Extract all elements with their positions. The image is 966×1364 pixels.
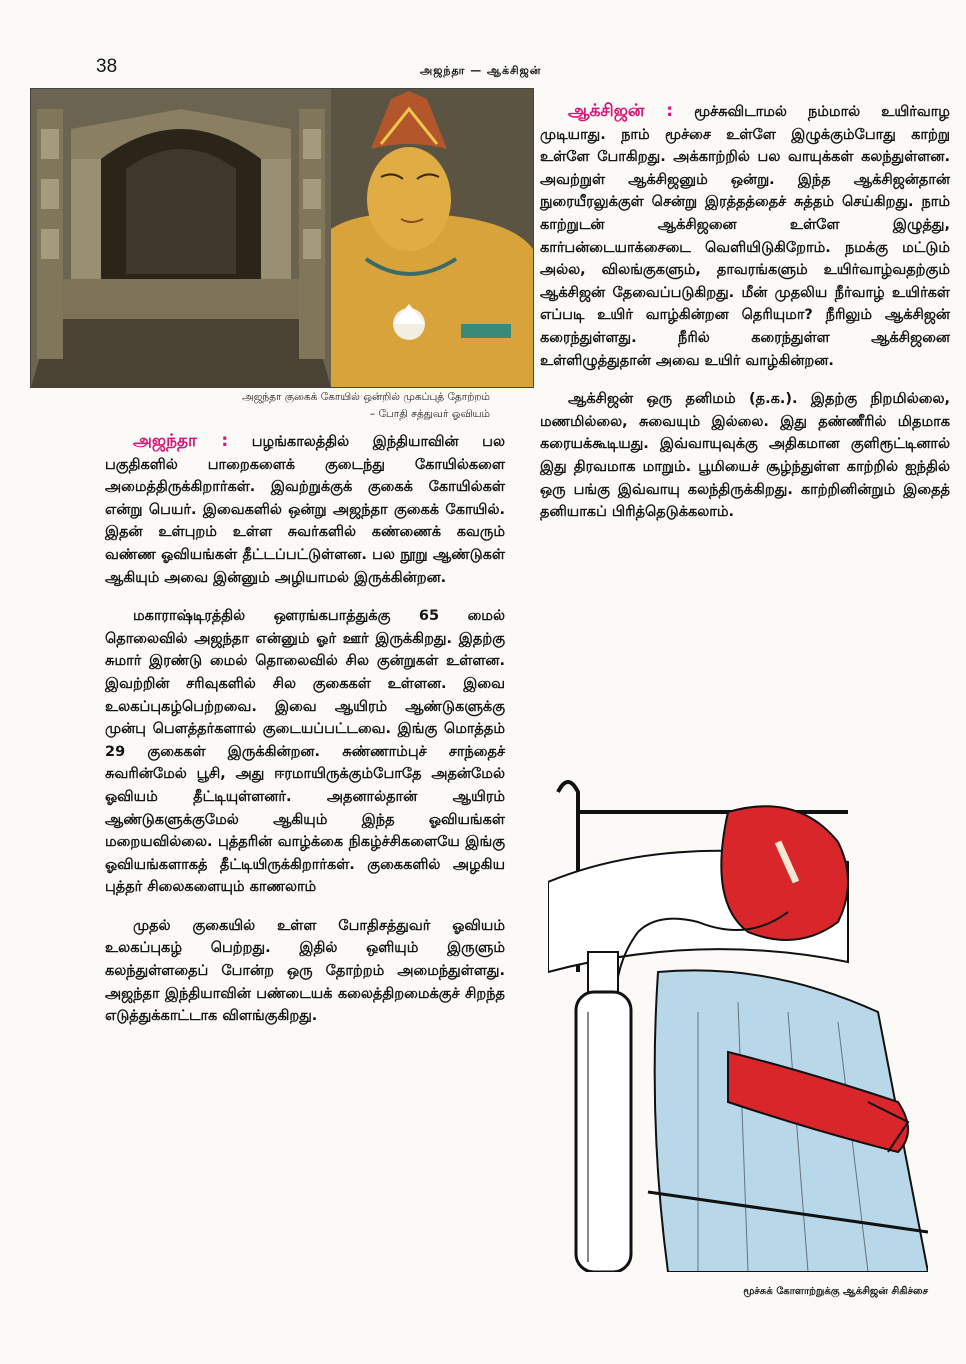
ajanta-heading: அஜந்தா : bbox=[133, 431, 229, 451]
oxygen-paragraph-1-text: மூச்சுவிடாமல் நம்மால் உயிர்வாழ முடியாது. நாம் மூச்சை உள்ளே இழுக்கும்போது காற்று உள்ளே போகிறது. அக்காற்றில் பல வாயுக்கள் கலந்துள்ளன. அவற்றுள் ஆக்சிஜனும் ஒன்று. இந்த ஆக்சிஜன்தான் நுரையீரலுக்குள் சென்று இரத்தத்தைச் சுத்தம் செய்கிறது. நாம் காற்றுடன் ஆக்சிஜனை உள்ளே இழுத்து, கார்பன்டையாக்சைடை வெளியிடுகிறோம். நமக்கு மட்டும் அல்ல, விலங்குகளும், தாவரங்களும் உயிர்வாழ்வதற்கும் ஆக்சிஜன் தேவைப்படுகிறது. மீன் முதலிய நீர்வாழ் உயிர்கள் எப்படி உயிர் வாழ்கின்றன தெரியுமா? நீரிலும் ஆக்சிஜன் கரைந்துள்ளது. நீரில் கரைந்துள்ள ஆக்சிஜனை உள்ளிழுத்துதான் அவை உயிர் வாழ்கின்றன. bbox=[540, 104, 950, 369]
page-number: 38 bbox=[96, 56, 118, 77]
bodhisattva-painting-illustration bbox=[31, 89, 533, 387]
oxygen-figure-caption: மூச்சுக் கோளாற்றுக்கு ஆக்சிஜன் சிகிச்சை bbox=[743, 1286, 928, 1297]
ajanta-figure-caption bbox=[130, 389, 490, 423]
ajanta-paragraph-1 bbox=[105, 430, 505, 589]
oxygen-paragraph-2: ஆக்சிஜன் ஒரு தனிமம் (த.க.). இதற்கு நிறமில்லை, மணமில்லை, சுவையும் இல்லை. இது தண்ணீரில் மிதமாக கரையக்கூடியது. இவ்வாயுவுக்கு அதிகமான குளிரூட்டினால் இது திரவமாக மாறும். பூமியைச் சூழ்ந்துள்ள காற்றில் ஐந்தில் ஒரு பங்கு இவ்வாயு கலந்திருக்கிறது. காற்றினின்றும் இதைத் தனியாகப் பிரித்தெடுக்கலாம். bbox=[540, 391, 950, 521]
ajanta-paragraph-1-text: பழங்காலத்தில் இந்தியாவின் பல பகுதிகளில் பாறைகளைக் குடைந்து கோயில்களை அமைத்திருக்கிறார்கள். இவற்றுக்குக் குகைக் கோயில்கள் என்று பெயர். இவைகளில் ஒன்று அஜந்தா குகைக் கோயில். இதன் உள்புறம் உள்ள சுவர்களில் கண்ணைக் கவரும் வண்ண ஓவியங்கள் தீட்டப்பட்டுள்ளன. பல நூறு ஆண்டுகள் ஆகியும் அவை இன்னும் அழியாமல் இருக்கின்றன. bbox=[105, 434, 505, 586]
ajanta-article bbox=[105, 430, 505, 1044]
ajanta-caption-line-1: அஜந்தா குகைக் கோயில் ஒன்றில் முகப்புத் தோற்றம் bbox=[241, 391, 490, 403]
ajanta-painting-figure bbox=[30, 88, 534, 388]
ajanta-paragraph-2: மகாராஷ்டிரத்தில் ஔரங்கபாத்துக்கு 65 மைல் தொலைவில் அஜந்தா என்னும் ஓர் ஊர் இருக்கிறது. இதற்கு சுமார் இரண்டு மைல் தொலைவில் சில குன்றுகள் உள்ளன. இவற்றின் சரிவுகளில் சில குகைகள் உள்ளன. இவை உலகப்புகழ்பெற்றவை. இவை ஆயிரம் ஆண்டுகளுக்கு முன்பு பௌத்தர்களால் குடையப்பட்டவை. இங்கு மொத்தம் 29 குகைகள் இருக்கின்றன. சுண்ணாம்புச் சாந்தைச் சுவரின்மேல் பூசி, அது ஈரமாயிருக்கும்போதே அதன்மேல் ஓவியம் தீட்டியுள்ளனர். அதனால்தான் ஆயிரம் ஆண்டுகளுக்குமேல் ஆகியும் இந்த ஓவியங்கள் மறையவில்லை. புத்தரின் வாழ்க்கை நிகழ்ச்சிகளையே இங்கு ஓவியங்களாகத் தீட்டியிருக்கிறார்கள். குகைகளில் அழகிய புத்தர் சிலைகளையும் காணலாம் bbox=[105, 608, 505, 896]
oxygen-treatment-illustration bbox=[548, 772, 928, 1272]
ajanta-caption-line-2: – போதி சத்துவர் ஓவியம் bbox=[369, 408, 490, 420]
oxygen-heading: ஆக்சிஜன் : bbox=[568, 101, 674, 121]
oxygen-paragraph-1 bbox=[540, 100, 950, 372]
running-head: அஜந்தா — ஆக்சிஜன் bbox=[420, 64, 542, 77]
ajanta-paragraph-3: முதல் குகையில் உள்ள போதிசத்துவர் ஓவியம் உலகப்புகழ் பெற்றது. இதில் ஒளியும் இருளும் கலந்துள்ளதைப் போன்ற ஒரு தோற்றம் அமைந்துள்ளது. அஜந்தா இந்தியாவின் பண்டையக் கலைத்திறமைக்குச் சிறந்த எடுத்துக்காட்டாக விளங்குகிறது. bbox=[105, 917, 505, 1025]
oxygen-article bbox=[540, 100, 950, 540]
oxygen-treatment-figure bbox=[548, 772, 928, 1272]
